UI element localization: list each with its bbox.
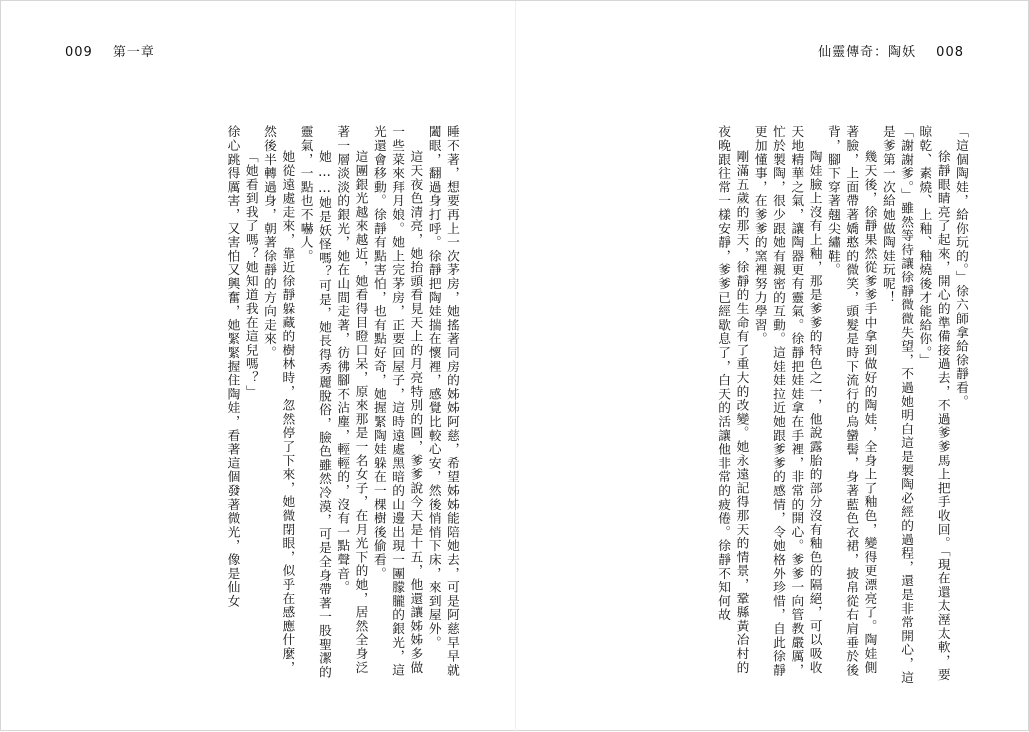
paragraph: 徐靜眼睛亮了起來，開心的準備接過去，不過爹爹馬上把手收回。「現在還太溼太軟，要晾乾、素燒、上釉、釉燒後才能給你。」 xyxy=(917,125,951,683)
paragraph: 陶娃臉上沒有上釉，那是爹爹的特色之一，他說露胎的部分沒有釉色的隔絕，可以吸收天地精華之氣，讓陶器更有靈氣。徐靜把娃娃拿在手裡，非常的開心。爹爹一向管教嚴厲，忙於製陶，很少跟她有親密的互動。這娃娃拉近她跟爹爹的感情，令她格外珍惜，自此徐靜更加懂事，在爹爹的窯裡努力學習。 xyxy=(752,125,823,677)
page-fold-divider xyxy=(515,1,516,732)
paragraph: 她從遠處走來，靠近徐靜躲藏的樹林時，忽然停了下來，她微閉眼，似乎在感應什麼，然後半轉過身，朝著徐靜的方向走來。 xyxy=(262,125,296,675)
paragraph: 幾天後，徐靜果然從爹爹手中拿到做好的陶娃，全身上了釉色，變得更漂亮了。陶娃側著臉，上面帶著嬌憨的微笑，頭髮是時下流行的烏蠻髻，身著藍色衣裙，披帛從右肩垂於後背，腳下穿著翹尖繡鞋。 xyxy=(825,125,878,677)
left-page-header xyxy=(65,41,155,60)
paragraph: 徐心跳得厲害，又害怕又興奮，她緊緊握住陶娃，看著這個發著微光，像是仙女 xyxy=(225,125,241,608)
paragraph: 「她看到我了嗎？她知道我在這兒嗎？」 xyxy=(243,150,259,399)
chapter-title: 第一章 xyxy=(112,45,155,60)
book-title: 仙靈傳奇：陶妖 xyxy=(818,45,917,60)
paragraph: 這天夜色清亮，她抬頭看見天上的月亮特別的圓，爹爹說今天是十五，他還讓姊姊多做一些菜來拜月娘。她上完茅房，正要回屋子，這時遠處黑暗的山邊出現一團朦朧的銀光，這光還會移動。徐靜有點害怕，也有點好奇，她握緊陶娃躲在一棵樹後偷看。 xyxy=(371,125,424,677)
paragraph: 「這個陶娃，給你玩的。」徐六師拿給徐靜看。 xyxy=(954,125,969,409)
paragraph: 睡不著，想要再上一次茅房，她搖著同房的姊姊阿慈，希望姊姊能陪她去，可是阿慈早早就闔眼，翻過身打呼。徐靜把陶娃揣在懷裡，感覺比較心安，然後悄悄下床，來到屋外。 xyxy=(426,125,460,677)
left-page-number: 009 xyxy=(65,45,93,60)
paragraph: 剛滿五歲的那天，徐靜的生命有了重大的改變。她永遠記得那天的情景，鞏縣黃冶村的夜晚跟往常一樣安靜，爹爹已經歇息了，白天的活讓他非常的疲倦。徐靜不知何故 xyxy=(716,125,750,675)
right-page-header xyxy=(818,41,964,60)
right-page-number: 008 xyxy=(936,45,964,60)
left-page-body xyxy=(61,125,461,685)
paragraph: 這團銀光越來越近，她看得目瞪口呆，原來那是一名女子，在月光下的她，居然全身泛著一層淡淡的銀光，她在山間走著，彷彿腳不沾塵，輕輕的，沒有一點聲音。 xyxy=(335,125,369,675)
right-page-body xyxy=(570,125,970,685)
paragraph: 她……她是妖怪嗎？可是，她長得秀麗脫俗，臉色雖然冷漠，可是全身帶著一股聖潔的靈氣，一點也不嚇人。 xyxy=(298,125,332,680)
paragraph: 「謝謝爹。」雖然等待讓徐靜微微失望，不過她明白這是製陶必經的過程，還是非常開心，這是爹第一次給她做陶娃玩呢！ xyxy=(880,125,915,685)
